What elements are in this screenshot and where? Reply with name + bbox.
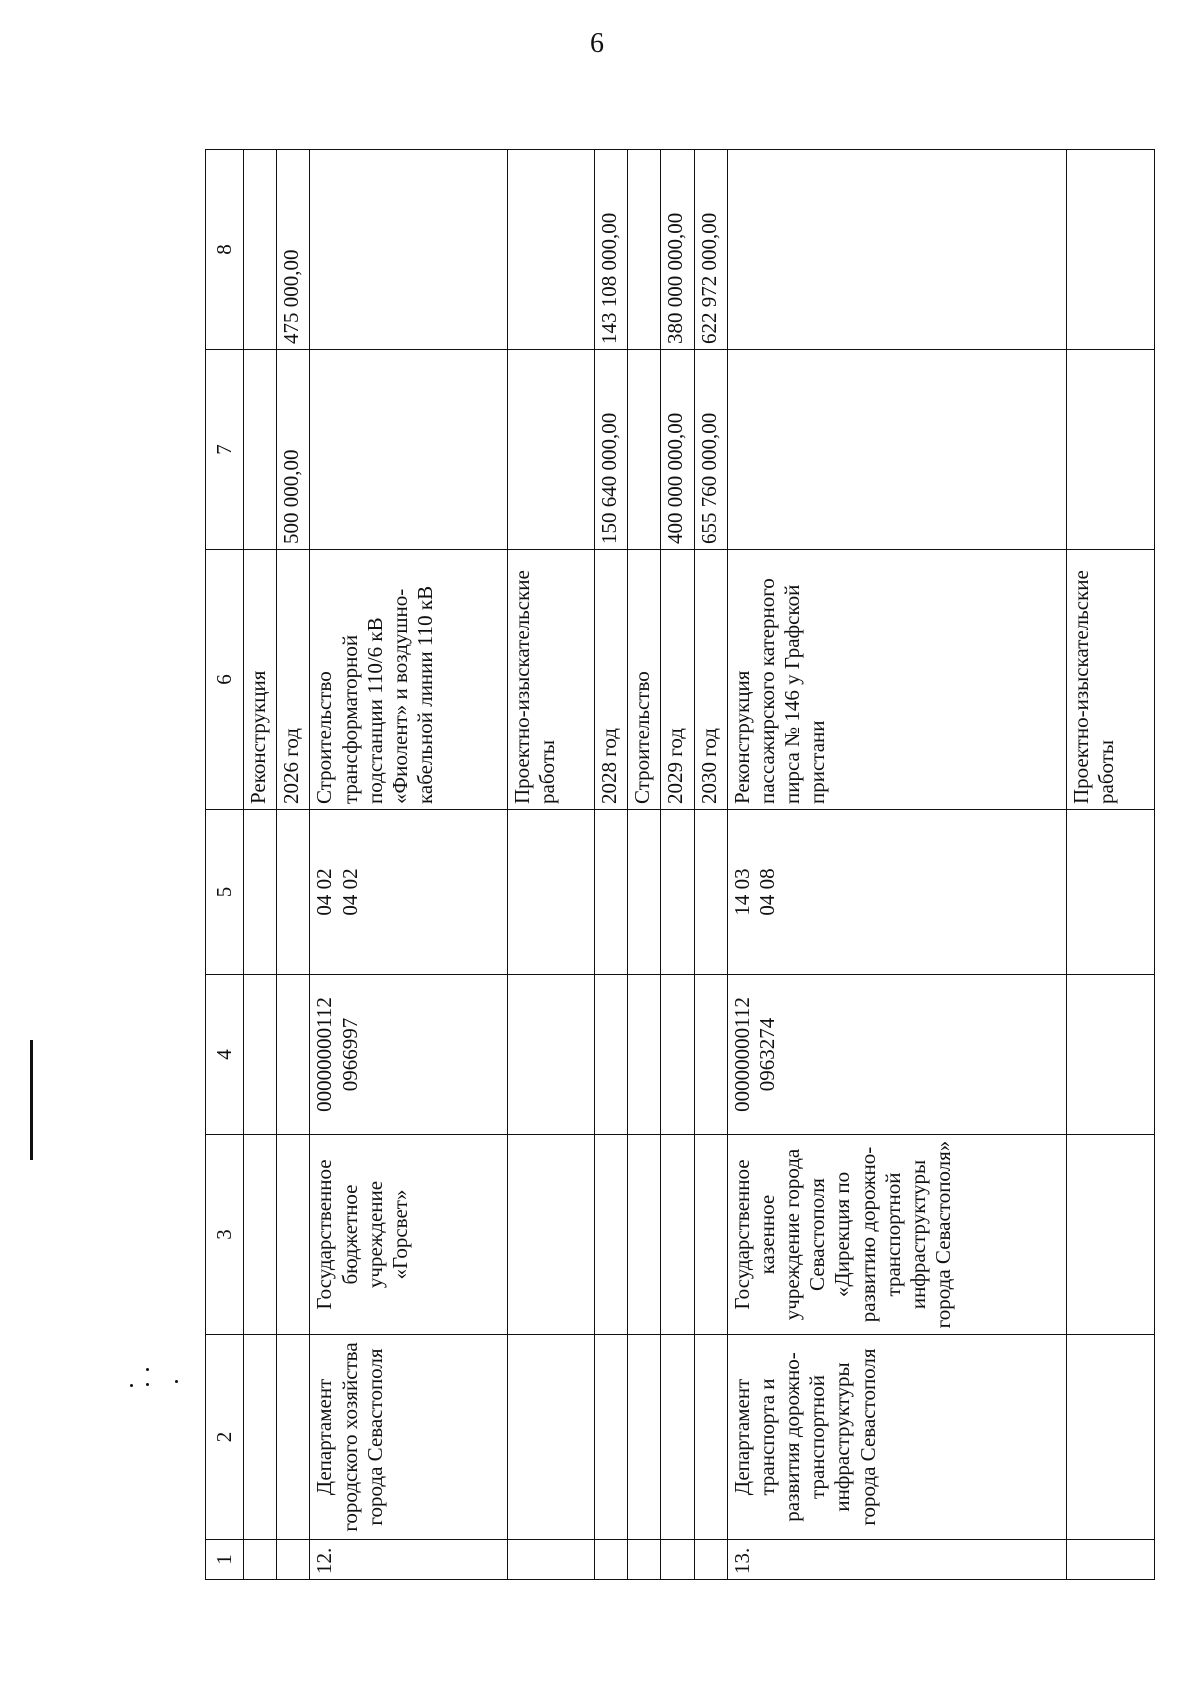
cell-amount-budget	[1067, 150, 1155, 350]
cell-amount-total	[244, 350, 277, 550]
cell-institution	[277, 1135, 310, 1335]
cell-institution	[595, 1135, 628, 1335]
table-row	[244, 150, 277, 1580]
cell-code	[628, 975, 661, 1135]
table-row	[694, 150, 727, 1580]
cell-code	[595, 975, 628, 1135]
scan-dot	[130, 1384, 133, 1387]
cell-department	[1067, 1335, 1155, 1540]
scan-dot	[146, 1383, 149, 1386]
cell-code	[1067, 975, 1155, 1135]
cell-institution	[244, 1135, 277, 1335]
cell-code	[507, 975, 595, 1135]
cell-section	[244, 810, 277, 975]
cell-amount-budget: 380 000 000,00	[661, 150, 694, 350]
header-cell: 8	[206, 150, 244, 350]
table-row	[628, 150, 661, 1580]
scan-dot	[146, 1368, 149, 1371]
header-cell: 1	[206, 1540, 244, 1580]
page-number: 6	[590, 28, 604, 59]
cell-department	[661, 1335, 694, 1540]
cell-description: 2028 год	[595, 550, 628, 810]
cell-section	[595, 810, 628, 975]
cell-institution	[507, 1135, 595, 1335]
cell-code	[694, 975, 727, 1135]
cell-section: 04 02 04 02	[310, 810, 507, 975]
cell-number	[595, 1540, 628, 1580]
cell-department	[694, 1335, 727, 1540]
cell-description: Проектно-изыскательские работы	[1067, 550, 1155, 810]
cell-department	[595, 1335, 628, 1540]
cell-code: 00000000112 0966997	[310, 975, 507, 1135]
cell-section	[694, 810, 727, 975]
investment-objects-table	[205, 149, 1155, 1580]
cell-description: Строительство	[628, 550, 661, 810]
header-cell: 5	[206, 810, 244, 975]
cell-number	[244, 1540, 277, 1580]
cell-amount-budget	[244, 150, 277, 350]
header-cell: 6	[206, 550, 244, 810]
cell-institution: Государственное казенное учреждение города Севастополя «Дирекция по развитию дорожно-транспортной инфраструктуры города Севастополя»	[727, 1135, 1067, 1335]
cell-amount-total	[310, 350, 507, 550]
cell-department	[277, 1335, 310, 1540]
cell-code	[277, 975, 310, 1135]
cell-institution	[661, 1135, 694, 1335]
cell-amount-total	[628, 350, 661, 550]
table-row	[1067, 150, 1155, 1580]
cell-department	[507, 1335, 595, 1540]
table-row	[661, 150, 694, 1580]
cell-description: Реконструкция пассажирского катерного пирса № 146 у Графской пристани	[727, 550, 1067, 810]
cell-code: 00000000112 0963274	[727, 975, 1067, 1135]
cell-institution	[628, 1135, 661, 1335]
cell-section	[1067, 810, 1155, 975]
cell-amount-budget	[507, 150, 595, 350]
cell-amount-budget	[310, 150, 507, 350]
cell-number	[628, 1540, 661, 1580]
cell-code	[244, 975, 277, 1135]
rotated-table-container	[205, 150, 1155, 1580]
cell-institution: Государственное бюджетное учреждение «Горсвет»	[310, 1135, 507, 1335]
cell-number	[661, 1540, 694, 1580]
header-cell: 3	[206, 1135, 244, 1335]
cell-amount-total: 655 760 000,00	[694, 350, 727, 550]
cell-amount-budget	[628, 150, 661, 350]
cell-number: 12.	[310, 1540, 507, 1580]
header-cell: 2	[206, 1335, 244, 1540]
cell-amount-total	[1067, 350, 1155, 550]
scan-dot	[175, 1380, 178, 1383]
cell-number	[1067, 1540, 1155, 1580]
cell-amount-total	[727, 350, 1067, 550]
cell-number: 13.	[727, 1540, 1067, 1580]
cell-code	[661, 975, 694, 1135]
cell-number	[694, 1540, 727, 1580]
cell-description: 2030 год	[694, 550, 727, 810]
cell-amount-budget	[727, 150, 1067, 350]
cell-number	[507, 1540, 595, 1580]
cell-amount-budget: 475 000,00	[277, 150, 310, 350]
cell-section	[507, 810, 595, 975]
binding-mark	[30, 1040, 33, 1160]
cell-amount-total: 500 000,00	[277, 350, 310, 550]
table-row	[277, 150, 310, 1580]
cell-number	[277, 1540, 310, 1580]
cell-institution	[1067, 1135, 1155, 1335]
table-row	[310, 150, 507, 1580]
cell-department	[628, 1335, 661, 1540]
table-row	[727, 150, 1067, 1580]
cell-section	[628, 810, 661, 975]
header-row	[206, 150, 244, 1580]
cell-description: Строительство трансформаторной подстанции 110/6 кВ «Фиолент» и воздушно-кабельной линии 110 кВ	[310, 550, 507, 810]
cell-description: 2026 год	[277, 550, 310, 810]
cell-section	[277, 810, 310, 975]
cell-amount-total	[507, 350, 595, 550]
cell-institution	[694, 1135, 727, 1335]
cell-department	[244, 1335, 277, 1540]
header-cell: 7	[206, 350, 244, 550]
cell-amount-budget: 622 972 000,00	[694, 150, 727, 350]
cell-section: 14 03 04 08	[727, 810, 1067, 975]
cell-description: 2029 год	[661, 550, 694, 810]
cell-amount-total: 150 640 000,00	[595, 350, 628, 550]
table-row	[595, 150, 628, 1580]
cell-department: Департамент городского хозяйства города Севастополя	[310, 1335, 507, 1540]
cell-section	[661, 810, 694, 975]
table-row	[507, 150, 595, 1580]
header-cell: 4	[206, 975, 244, 1135]
cell-department: Департамент транспорта и развития дорожно-транспортной инфраструктуры города Севастополя	[727, 1335, 1067, 1540]
cell-amount-budget: 143 108 000,00	[595, 150, 628, 350]
cell-description: Проектно-изыскательские работы	[507, 550, 595, 810]
cell-amount-total: 400 000 000,00	[661, 350, 694, 550]
cell-description: Реконструкция	[244, 550, 277, 810]
